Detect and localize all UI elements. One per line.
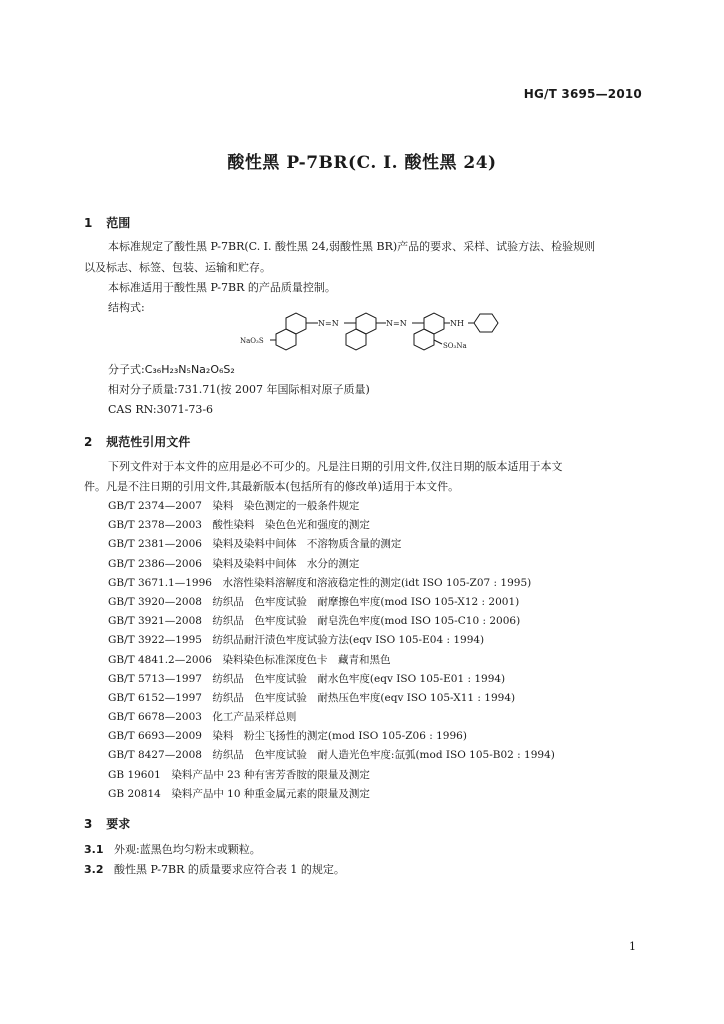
reference-item: GB/T 3671.1—1996 水溶性染料溶解度和溶液稳定性的测定(idt ISO 105-Z07 : 1995) xyxy=(108,576,532,589)
nh-label: NH xyxy=(450,319,464,328)
requirement-item xyxy=(84,841,261,857)
section-heading-normative xyxy=(84,433,190,450)
azo-label-2: N=N xyxy=(386,319,407,328)
reference-list xyxy=(108,497,555,804)
azo-label-1: N=N xyxy=(318,319,339,328)
phenyl-ring xyxy=(474,314,498,332)
molecular-formula-line xyxy=(108,360,235,380)
reference-item: GB/T 5713—1997 纺织品 色牢度试验 耐水色牢度(eqv ISO 105-E01 : 1994) xyxy=(108,672,506,685)
requirement-number: 3.1 xyxy=(84,843,104,856)
section-title: 规范性引用文件 xyxy=(106,435,191,449)
section-heading-requirements xyxy=(84,815,130,832)
structural-formula xyxy=(228,310,508,360)
so3na-label: SO₃Na xyxy=(443,342,467,350)
normative-intro-line: 下列文件对于本文件的应用是必不可少的。凡是注日期的引用文件,仅注日期的版本适用于本文 xyxy=(108,460,563,473)
reference-item: GB/T 2378—2003 酸性染料 染色色光和强度的测定 xyxy=(108,519,370,532)
reference-item: GB/T 3921—2008 纺织品 色牢度试验 耐皂洗色牢度(mod ISO 105-C10 : 2006) xyxy=(108,615,521,628)
section-number: 2 xyxy=(84,435,93,449)
molecular-formula: C₃₆H₂₃N₅Na₂O₆S₂ xyxy=(144,363,235,376)
section-title: 范围 xyxy=(106,216,131,230)
reference-item: GB/T 6693—2009 染料 粉尘飞扬性的测定(mod ISO 105-Z06 : 1996) xyxy=(108,730,467,743)
requirement-text: 酸性黑 P-7BR 的质量要求应符合表 1 的规定。 xyxy=(114,863,345,876)
reference-item: GB/T 6152—1997 纺织品 色牢度试验 耐热压色牢度(eqv ISO 105-X11 : 1994) xyxy=(108,691,516,704)
cas-number: CAS RN:3071-73-6 xyxy=(108,403,214,416)
structure-label: 结构式: xyxy=(108,301,145,314)
reference-item: GB/T 2374—2007 染料 染色测定的一般条件规定 xyxy=(108,500,360,512)
scope-applicability: 本标准适用于酸性黑 P-7BR 的产品质量控制。 xyxy=(108,281,336,294)
molecular-mass: 相对分子质量:731.71(按 2007 年国际相对原子质量) xyxy=(108,383,370,396)
naphthalene-ring-3b xyxy=(414,329,434,350)
scope-paragraph-line: 以及标志、标签、包装、运输和贮存。 xyxy=(84,261,271,274)
section-heading-scope xyxy=(84,214,130,231)
reference-item: GB/T 2386—2006 染料及染料中间体 水分的测定 xyxy=(108,557,360,570)
section-number: 3 xyxy=(84,817,93,831)
document-title: 酸性黑 P-7BR(C. I. 酸性黑 24) xyxy=(227,153,497,173)
requirement-item xyxy=(84,861,345,877)
reference-item: GB 20814 染料产品中 10 种重金属元素的限量及测定 xyxy=(108,787,370,800)
section-title: 要求 xyxy=(106,817,131,831)
naso3-label: NaO₃S xyxy=(240,337,264,345)
reference-item: GB/T 3922—1995 纺织品耐汗渍色牢度试验方法(eqv ISO 105-E04 : 1994) xyxy=(108,634,485,647)
reference-item: GB/T 3920—2008 纺织品 色牢度试验 耐摩擦色牢度(mod ISO 105-X12 : 2001) xyxy=(108,595,520,608)
scope-paragraph-line: 本标准规定了酸性黑 P-7BR(C. I. 酸性黑 24,弱酸性黑 BR)产品的要求、采样、试验方法、检验规则 xyxy=(108,240,596,253)
reference-item: GB/T 4841.2—2006 染料染色标准深度色卡 藏青和黑色 xyxy=(108,653,391,666)
naphthalene-ring-2b xyxy=(346,329,366,350)
reference-item: GB/T 2381—2006 染料及染料中间体 不溶物质含量的测定 xyxy=(108,538,402,551)
naphthalene-ring-1b xyxy=(276,329,296,350)
reference-item: GB/T 8427—2008 纺织品 色牢度试验 耐人造光色牢度:氙弧(mod ISO 105-B02 : 1994) xyxy=(108,749,555,762)
standard-code: HG/T 3695—2010 xyxy=(523,87,642,101)
normative-intro-line: 件。凡是不注日期的引用文件,其最新版本(包括所有的修改单)适用于本文件。 xyxy=(84,480,460,493)
reference-item: GB/T 6678—2003 化工产品采样总则 xyxy=(108,711,297,724)
reference-item: GB 19601 染料产品中 23 种有害芳香胺的限量及测定 xyxy=(108,768,370,781)
page-number: 1 xyxy=(629,940,636,953)
requirement-number: 3.2 xyxy=(84,863,104,876)
molecular-formula-label: 分子式: xyxy=(108,363,145,376)
section-number: 1 xyxy=(84,216,93,230)
requirement-text: 外观:蓝黑色均匀粉末或颗粒。 xyxy=(114,843,261,856)
